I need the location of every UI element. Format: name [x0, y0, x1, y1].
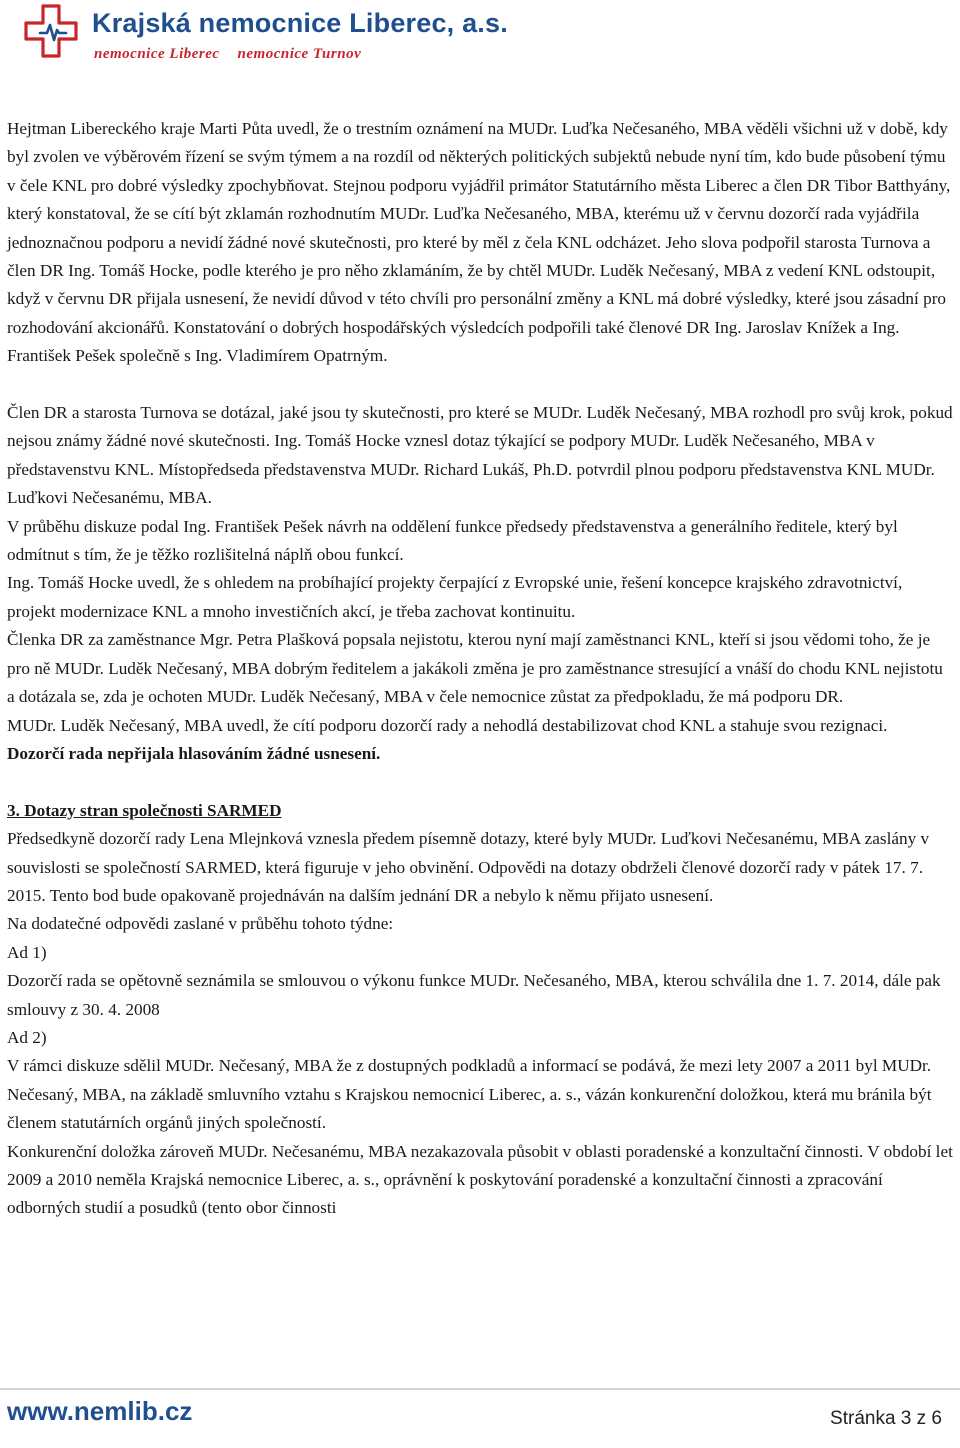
paragraph-sarmed-questions: Předsedkyně dozorčí rady Lena Mlejnková vznesla předem písemně dotazy, které byly MUDr. Luďkovi Nečesanému, MBA zaslány v souvislosti se společností SARMED, která figuruje v jeho obvinění. Odpovědi na dotazy obdrželi členové dozorčí rady v pátek 17. 7. 2015. Tento bod bude opakovaně projednáván na dalším jednání DR a nebylo k němu přijato usnesení.: [7, 829, 930, 905]
paragraph-additional-answers: Na dodatečné odpovědi zaslané v průběhu tohoto týdne:: [7, 914, 394, 934]
hospital-subtitle: [94, 46, 361, 63]
resolution-statement: Dozorčí rada nepřijala hlasováním žádné usnesení.: [7, 743, 381, 763]
footer-website-link[interactable]: www.nemlib.cz: [7, 1396, 193, 1426]
document-body: [7, 115, 953, 1223]
subtitle-liberec: nemocnice Liberec: [94, 46, 220, 62]
item-label-ad2: Ad 2): [7, 1027, 47, 1047]
paragraph-question-turnov: Člen DR a starosta Turnova se dotázal, jaké jsou ty skutečnosti, pro které se MUDr. Luděk Nečesaný, MBA rozhodl pro svůj krok, pokud nejsou známy žádné nové skutečnosti. Ing. Tomáš Hocke vznesl dotaz týkající se podpory MUDr. Luděk Nečesaného, MBA v představenstvu KNL. Místopředseda představenstva MUDr. Richard Lukáš, Ph.D. potvrdil plnou podporu představenstva KNL MUDr. Luďkovi Nečesanému, MBA.: [7, 403, 953, 508]
paragraph-consulting: Konkurenční doložka zároveň MUDr. Nečesanému, MBA nezakazovala působit v oblasti poradenské a konzultační činnosti. V období let 2009 a 2010 neměla Krajská nemocnice Liberec, a. s., oprávnění k poskytování poradenské a konzultační činnosti a zpracování odborných studií a posudků (tento obor činnosti: [7, 1141, 953, 1218]
paragraph-employee-rep: Členka DR za zaměstnance Mgr. Petra Plašková popsala nejistotu, kterou nyní mají zaměstnanci KNL, kteří si jsou vědomi toho, že je pro ně MUDr. Luděk Nečesaný, MBA dobrým ředitelem a jakákoli změna je pro zaměstnance stresující a vnáší do chodu KNL nejistotu a dotázala se, zda je ochoten MUDr. Luděk Nečesaný, MBA v čele nemocnice zůstat za předpokladu, že má podporu DR.: [7, 630, 943, 707]
paragraph-spacer: [7, 768, 953, 796]
paragraph-hocke-continuity: Ing. Tomáš Hocke uvedl, že s ohledem na probíhající projekty čerpající z Evropské unie, řešení koncepce krajského zdravotnictví, projekt modernizace KNL a mnoho investičních akcí, je třeba zachovat kontinuitu.: [7, 573, 903, 621]
hospital-cross-logo-icon: [23, 3, 79, 59]
paragraph-support-statements: Hejtman Libereckého kraje Marti Půta uvedl, že o trestním oznámení na MUDr. Luďka Nečesaného, MBA věděli všichni už v době, kdy byl zvolen ve výběrovém řízení se svým týmem a na rozdíl od některých politických subjektů nebude nyní tím, kdo bude působení týmu v čele KNL pro dobré výsledky zpochybňovat. Stejnou podporu vyjádřil primátor Statutárního města Liberec a člen DR Tibor Batthyány, který konstatoval, že se cítí být zklamán rozhodnutím MUDr. Luďka Nečesaného, MBA, kterému už v červnu dozorčí rada vyjádřila jednoznačnou podporu a nevidí žádné nové skutečnosti, pro které by měl z čela KNL odcházet. Jeho slova podpořil starosta Turnova a člen DR Ing. Tomáš Hocke, podle kterého je pro něho zklamáním, že by chtěl MUDr. Luděk Nečesaný, MBA z vedení KNL odstoupit, když v červnu DR přijala usnesení, že nevidí důvod v této chvíli pro personální změny a KNL má dobré výsledky, které jsou zásadní pro rozhodování akcionářů. Konstatování o dobrých hospodářských výsledcích podpořili také členové DR Ing. Jaroslav Knížek a Ing. František Pešek společně s Ing. Vladimírem Opatrným.: [7, 119, 951, 366]
page-number: Stránka 3 z 6: [830, 1408, 942, 1429]
section-heading-wrapper: [7, 797, 953, 825]
paragraph-resignation-withdrawn: MUDr. Luděk Nečesaný, MBA uvedl, že cítí podporu dozorčí rady a nehodlá destabilizovat chod KNL a stahuje svou rezignaci.: [7, 715, 888, 735]
item-label-ad1: Ad 1): [7, 942, 47, 962]
paragraph-spacer: [7, 371, 953, 399]
document-header: [0, 0, 960, 80]
section-heading-sarmed: 3. Dotazy stran společnosti SARMED: [7, 800, 282, 820]
subtitle-turnov: nemocnice Turnov: [237, 46, 362, 62]
document-footer: [0, 1384, 960, 1444]
paragraph-pesek-proposal: V průběhu diskuze podal Ing. František Pešek návrh na oddělení funkce předsedy představenstva a generálního ředitele, který byl odmítnut s tím, že je těžko rozlišitelná náplň obou funkcí.: [7, 516, 898, 565]
footer-divider: [0, 1388, 960, 1390]
hospital-name: Krajská nemocnice Liberec, a.s.: [92, 8, 508, 38]
paragraph-non-compete: V rámci diskuze sdělil MUDr. Nečesaný, MBA že z dostupných podkladů a informací se podává, že mezi lety 2007 a 2011 byl MUDr. Nečesaný, MBA, na základě smluvního vztahu s Krajskou nemocnicí Liberec, a. s., vázán konkurenční doložkou, která mu bránila být členem statutárních orgánů jiných společností.: [7, 1056, 932, 1133]
paragraph-contract-review: Dozorčí rada se opětovně seznámila se smlouvou o výkonu funkce MUDr. Nečesaného, MBA, kterou schválila dne 1. 7. 2014, dále pak smlouvy z 30. 4. 2008: [7, 971, 941, 1019]
